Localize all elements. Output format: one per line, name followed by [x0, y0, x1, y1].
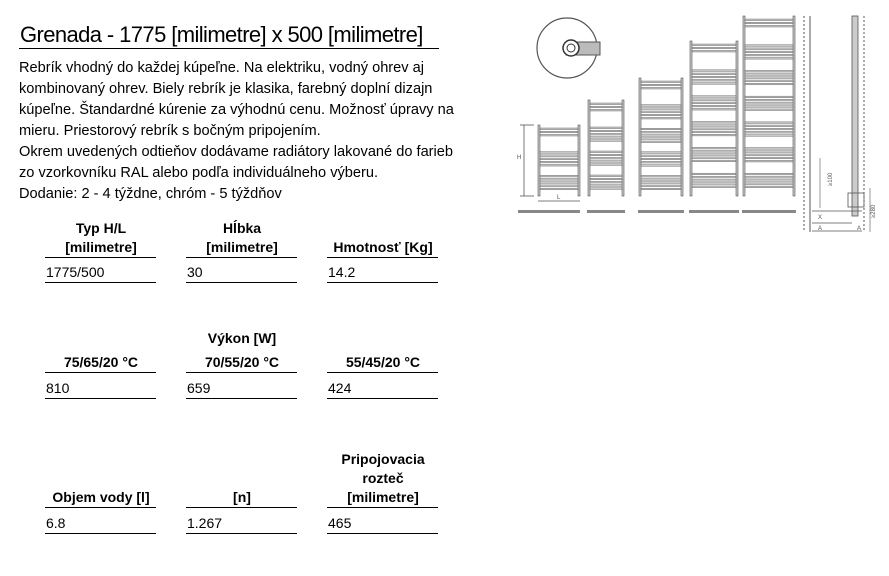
header-rule — [327, 372, 438, 373]
radiator-bar — [641, 138, 681, 140]
page-title: Grenada - 1775 [milimetre] x 500 [milimetre] — [20, 22, 423, 47]
spec-header-line: rozteč — [362, 470, 404, 486]
spec-value-weight: 14.2 — [328, 264, 356, 280]
radiator-bar — [745, 180, 793, 182]
spec-header-line: Typ H/L — [75, 220, 127, 236]
spec-header-line: Hĺbka — [222, 220, 262, 236]
radiator-bar — [590, 175, 622, 177]
radiator-bar — [590, 181, 622, 183]
header-rule — [186, 507, 297, 508]
radiator-bar — [641, 185, 681, 187]
radiator-bar — [641, 179, 681, 181]
radiator-bar — [590, 157, 622, 159]
radiator-bar — [745, 109, 793, 111]
spec-header-temp-55: 55/45/20 °C — [345, 354, 421, 370]
spec-value-depth: 30 — [187, 264, 203, 280]
radiator-variant — [538, 125, 580, 196]
radiator-bar — [590, 140, 622, 142]
spec-header-line: Hmotnosť [Kg] — [333, 239, 433, 255]
spec-value-type: 1775/500 — [46, 264, 105, 280]
radiator-bar — [692, 186, 736, 188]
radiator-bar — [745, 135, 793, 137]
radiator-bar — [641, 108, 681, 110]
spec-value-water-volume: 6.8 — [46, 515, 66, 531]
radiator-upright — [690, 41, 692, 196]
description-line: Dodanie: 2 - 4 týždne, chróm - 5 týždňov — [19, 186, 282, 202]
radiator-bar — [590, 109, 622, 111]
radiator-bar — [692, 183, 736, 185]
radiator-bar — [745, 54, 793, 56]
radiator-bar — [641, 158, 681, 160]
header-rule — [327, 257, 438, 258]
radiator-bar — [745, 154, 793, 156]
radiator-bar — [692, 70, 736, 72]
radiator-bar — [745, 19, 793, 21]
radiator-bar — [745, 173, 793, 175]
radiator-bar — [692, 50, 736, 52]
spec-group-output: Výkon [W] — [207, 330, 277, 346]
radiator-bar — [692, 99, 736, 101]
value-rule — [186, 398, 297, 399]
radiator-bar — [745, 48, 793, 50]
radiator-upright — [793, 16, 795, 196]
radiator-bar — [745, 25, 793, 27]
radiator-bar — [745, 176, 793, 178]
radiator-side-view — [804, 16, 877, 232]
radiator-bar — [745, 148, 793, 150]
radiator-upright — [736, 41, 738, 196]
radiator-bar — [745, 157, 793, 159]
radiator-bar — [745, 125, 793, 127]
radiator-bar — [540, 158, 578, 160]
radiator-bar — [745, 80, 793, 82]
radiator-bar — [745, 106, 793, 108]
radiator-bar — [641, 135, 681, 137]
radiator-bar — [590, 161, 622, 163]
radiator-bar — [692, 134, 736, 136]
radiator-bar — [745, 183, 793, 185]
radiator-bar — [540, 161, 578, 163]
min-height-label: ≥280 — [871, 204, 877, 218]
value-rule — [186, 282, 297, 283]
a-label-right: A — [857, 226, 862, 232]
radiator-variant — [588, 100, 624, 196]
radiator-bar — [692, 160, 736, 162]
radiator-bar — [540, 185, 578, 187]
radiator-bar — [590, 127, 622, 129]
radiator-bar — [692, 79, 736, 81]
radiator-bar — [745, 99, 793, 101]
radiator-bar — [692, 125, 736, 127]
radiator-bar — [745, 151, 793, 153]
radiator-bar — [590, 106, 622, 108]
radiator-upright — [538, 125, 540, 196]
radiator-bar — [692, 176, 736, 178]
radiator-bar — [641, 141, 681, 143]
value-rule — [45, 282, 156, 283]
radiator-bar — [641, 175, 681, 177]
radiator-bar — [745, 128, 793, 130]
radiator-bar — [540, 179, 578, 181]
value-rule — [45, 533, 156, 534]
radiator-bar — [641, 165, 681, 167]
radiator-bar — [540, 188, 578, 190]
spec-value-output-75: 810 — [46, 380, 70, 396]
radiator-bar — [540, 152, 578, 154]
value-rule — [327, 282, 438, 283]
radiator-bar — [745, 131, 793, 133]
radiator-bar — [745, 51, 793, 53]
spec-header-type — [41, 219, 161, 257]
radiator-bar — [692, 147, 736, 149]
description-line: zo vzorkovníku RAL alebo podľa individuálneho výberu. — [19, 165, 379, 181]
radiator-bar — [692, 131, 736, 133]
description-line: mieru. Priestorový rebrík s bočným pripojením. — [19, 123, 321, 139]
radiator-bar — [641, 155, 681, 157]
radiator-bar — [641, 131, 681, 133]
radiator-bar — [692, 83, 736, 85]
min-distance-label: ≥100 — [828, 172, 834, 186]
spec-header-line: [milimetre] — [65, 239, 137, 255]
description-line: kombinovaný ohrev. Biely rebrík je klasika, farebný doplní dizajn — [19, 81, 433, 97]
spec-value-output-55: 424 — [328, 380, 352, 396]
description-line: kúpeľne. Štandardné kúrenie za výhodnú cenu. Možnosť úpravy na — [19, 102, 454, 118]
radiator-bar — [590, 103, 622, 105]
radiator-bar — [692, 102, 736, 104]
radiator-bar — [692, 122, 736, 124]
spec-value-connection-spacing: 465 — [328, 515, 352, 531]
radiator-bar — [590, 188, 622, 190]
radiator-bar — [641, 84, 681, 86]
radiator-bar — [692, 157, 736, 159]
header-rule — [186, 372, 297, 373]
radiator-bar — [590, 164, 622, 166]
spec-header-water-volume: Objem vody [l] — [52, 489, 150, 505]
radiator-bar — [641, 114, 681, 116]
radiator-bar — [692, 96, 736, 98]
description-line: Okrem uvedených odtieňov dodávame radiátory lakované do farieb — [19, 144, 454, 160]
radiator-bar — [540, 175, 578, 177]
radiator-bar — [745, 22, 793, 24]
header-rule — [186, 257, 297, 258]
radiator-bar — [745, 77, 793, 79]
header-rule — [45, 372, 156, 373]
radiator-bar — [692, 73, 736, 75]
header-rule — [45, 507, 156, 508]
radiator-bar — [590, 137, 622, 139]
radiator-upright — [578, 125, 580, 196]
radiator-upright — [743, 16, 745, 196]
height-dimension — [517, 125, 534, 196]
radiator-base-bars — [518, 210, 796, 213]
radiator-bar — [641, 188, 681, 190]
radiator-bar — [641, 81, 681, 83]
radiator-bar — [692, 47, 736, 49]
radiator-bar — [590, 151, 622, 153]
radiator-bar — [692, 76, 736, 78]
spec-header-depth — [182, 219, 302, 257]
radiator-bar — [745, 96, 793, 98]
spec-header-connection-spacing — [323, 450, 443, 507]
radiator-bar — [692, 44, 736, 46]
radiator-bar — [745, 45, 793, 47]
value-rule — [186, 533, 297, 534]
radiator-upright — [639, 78, 641, 196]
radiator-bar — [590, 185, 622, 187]
radiator-bar — [540, 131, 578, 133]
radiator-bar — [641, 87, 681, 89]
spec-header-exponent: [n] — [233, 489, 251, 505]
radiator-upright — [622, 100, 624, 196]
connector-detail-icon — [537, 18, 600, 78]
radiator-variant — [639, 78, 683, 196]
height-label: H — [517, 155, 522, 161]
radiator-bar — [641, 161, 681, 163]
radiator-bar — [540, 128, 578, 130]
value-rule — [327, 398, 438, 399]
spec-value-exponent: 1.267 — [187, 515, 223, 531]
radiator-bar — [641, 128, 681, 130]
radiator-bar — [590, 154, 622, 156]
length-dimension — [538, 195, 580, 201]
length-label: L — [557, 195, 561, 201]
spec-header-temp-75: 75/65/20 °C — [63, 354, 139, 370]
description-line: Rebrík vhodný do každej kúpeľne. Na elektriku, vodný ohrev aj — [19, 60, 424, 76]
radiator-bar — [590, 133, 622, 135]
radiator-bar — [641, 111, 681, 113]
radiator-bar — [641, 117, 681, 119]
spec-header-line: Pripojovacia — [341, 451, 425, 467]
radiator-variant — [690, 41, 738, 196]
spec-header-line: [milimetre] — [206, 239, 278, 255]
header-rule — [45, 257, 156, 258]
radiator-bar — [745, 122, 793, 124]
radiator-bar — [745, 160, 793, 162]
radiator-bar — [692, 180, 736, 182]
radiator-bar — [590, 178, 622, 180]
product-description — [19, 58, 489, 205]
radiator-bar — [745, 70, 793, 72]
radiator-technical-drawing — [512, 8, 882, 240]
radiator-bar — [745, 74, 793, 76]
radiator-bar — [540, 155, 578, 157]
spec-header-weight — [323, 238, 443, 257]
value-rule — [327, 533, 438, 534]
header-rule — [327, 507, 438, 508]
radiator-bar — [590, 130, 622, 132]
radiator-bar — [692, 154, 736, 156]
radiator-bar — [745, 58, 793, 60]
radiator-bar — [641, 105, 681, 107]
radiator-bar — [540, 182, 578, 184]
radiator-upright — [681, 78, 683, 196]
radiator-upright — [588, 100, 590, 196]
radiator-bar — [692, 108, 736, 110]
radiator-variant — [743, 16, 795, 196]
a-label-left: A — [818, 226, 823, 232]
radiator-bar — [540, 164, 578, 166]
spec-value-output-70: 659 — [187, 380, 211, 396]
radiator-bar — [692, 128, 736, 130]
spec-header-line: [milimetre] — [347, 489, 419, 505]
radiator-bar — [641, 182, 681, 184]
radiator-bar — [745, 103, 793, 105]
radiator-bar — [692, 105, 736, 107]
radiator-bar — [641, 152, 681, 154]
x-label: X — [818, 215, 823, 221]
value-rule — [45, 398, 156, 399]
radiator-bar — [540, 134, 578, 136]
radiator-bar — [745, 83, 793, 85]
title-underline — [19, 48, 439, 49]
radiator-bar — [692, 151, 736, 153]
radiator-bar — [745, 186, 793, 188]
spec-header-temp-70: 70/55/20 °C — [204, 354, 280, 370]
radiator-bar — [692, 173, 736, 175]
